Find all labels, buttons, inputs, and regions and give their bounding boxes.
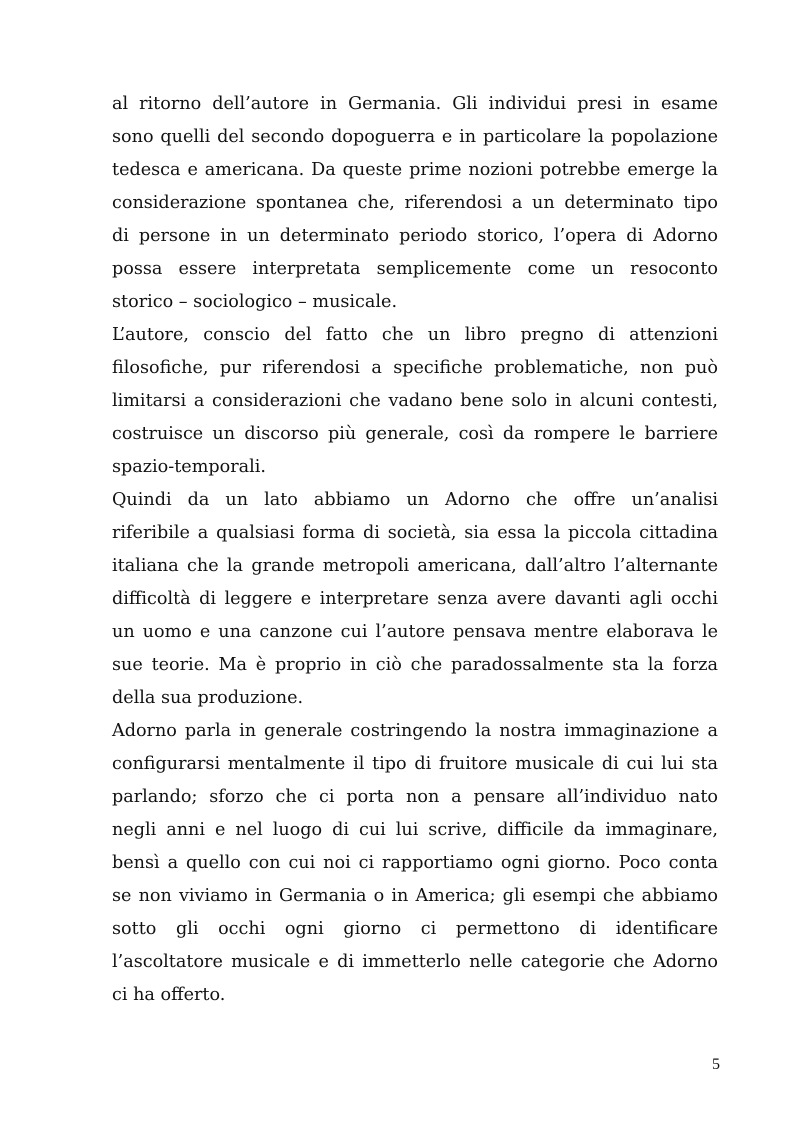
text-line: bensì a quello con cui noi ci rapportiamo ogni giorno. Poco conta: [112, 853, 718, 873]
text-line: negli anni e nel luogo di cui lui scrive, difficile da immaginare,: [112, 820, 718, 840]
body-text: [112, 88, 718, 1012]
page-number: 5: [712, 1056, 720, 1073]
paragraph-1: [112, 88, 718, 319]
text-line: storico – sociologico – musicale.: [112, 292, 398, 312]
paragraph-2: [112, 319, 718, 484]
text-line: sue teorie. Ma è proprio in ciò che paradossalmente sta la forza: [112, 655, 718, 675]
text-line: filosofiche, pur riferendosi a specifiche problematiche, non può: [112, 358, 718, 378]
text-line: di persone in un determinato periodo storico, l’opera di Adorno: [112, 226, 718, 246]
text-line: sono quelli del secondo dopoguerra e in particolare la popolazione: [112, 127, 718, 147]
text-line: riferibile a qualsiasi forma di società, sia essa la piccola cittadina: [112, 523, 718, 543]
text-line: della sua produzione.: [112, 688, 304, 708]
text-line: possa essere interpretata semplicemente come un resoconto: [112, 259, 718, 279]
text-line: sotto gli occhi ogni giorno ci permettono di identificare: [112, 919, 718, 939]
text-line: costruisce un discorso più generale, così da rompere le barriere: [112, 424, 718, 444]
text-line: un uomo e una canzone cui l’autore pensava mentre elaborava le: [112, 622, 718, 642]
text-line: spazio-temporali.: [112, 457, 266, 477]
text-line: difficoltà di leggere e interpretare senza avere davanti agli occhi: [112, 589, 718, 609]
text-line: considerazione spontanea che, riferendosi a un determinato tipo: [112, 193, 718, 213]
text-line: tedesca e americana. Da queste prime nozioni potrebbe emerge la: [112, 160, 718, 180]
paragraph-3: [112, 484, 718, 715]
text-line: Quindi da un lato abbiamo un Adorno che offre un’analisi: [112, 490, 718, 510]
text-line: se non viviamo in Germania o in America; gli esempi che abbiamo: [112, 886, 718, 906]
text-line: Adorno parla in generale costringendo la nostra immaginazione a: [112, 721, 718, 741]
paragraph-4: [112, 715, 718, 1012]
text-line: L’autore, conscio del fatto che un libro pregno di attenzioni: [112, 325, 718, 345]
text-line: italiana che la grande metropoli americana, dall’altro l’alternante: [112, 556, 718, 576]
text-line: parlando; sforzo che ci porta non a pensare all’individuo nato: [112, 787, 718, 807]
text-line: l’ascoltatore musicale e di immetterlo nelle categorie che Adorno: [112, 952, 718, 972]
text-line: al ritorno dell’autore in Germania. Gli individui presi in esame: [112, 94, 718, 114]
text-line: configurarsi mentalmente il tipo di fruitore musicale di cui lui sta: [112, 754, 718, 774]
text-line: ci ha offerto.: [112, 985, 226, 1005]
text-line: limitarsi a considerazioni che vadano bene solo in alcuni contesti,: [112, 391, 718, 411]
